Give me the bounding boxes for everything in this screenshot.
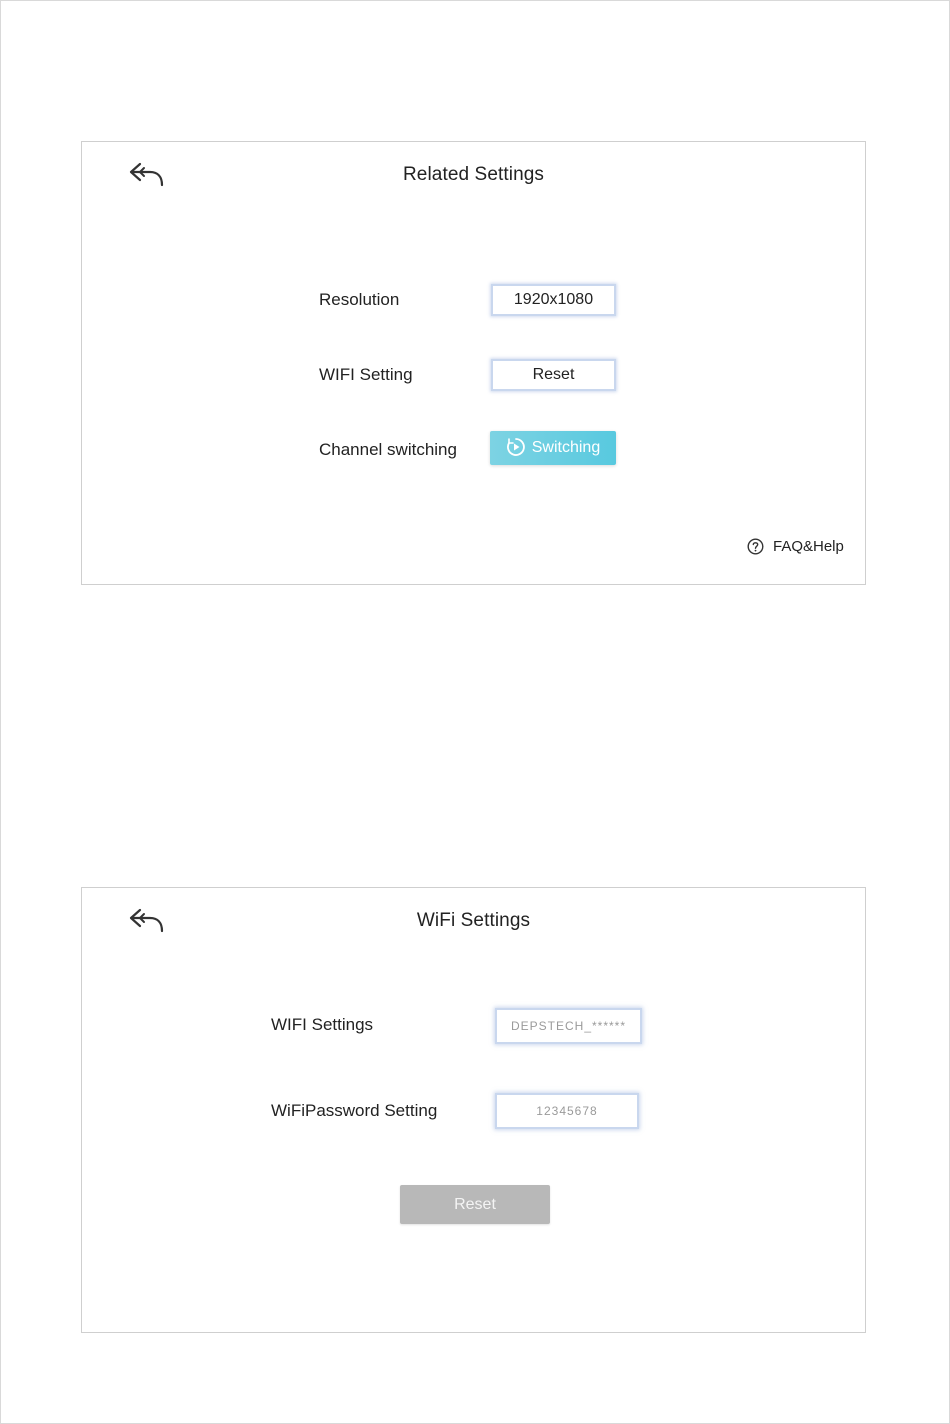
related-settings-screen bbox=[81, 141, 866, 585]
wifi-setting-label: WIFI Setting bbox=[319, 365, 413, 384]
wifi-reset-button[interactable]: Reset bbox=[400, 1185, 550, 1224]
faq-help-link[interactable] bbox=[747, 538, 844, 555]
page-title: Related Settings bbox=[402, 164, 545, 185]
wifi-ssid-label: WIFI Settings bbox=[271, 1015, 374, 1034]
channel-switching-label: Channel switching bbox=[319, 440, 457, 459]
play-circle-icon bbox=[506, 437, 526, 457]
wifi-reset-button[interactable]: Reset bbox=[491, 359, 616, 391]
wifi-password-label: WiFiPassword Setting bbox=[271, 1101, 438, 1120]
resolution-button[interactable]: 1920x1080 bbox=[491, 284, 616, 316]
resolution-label: Resolution bbox=[319, 290, 400, 309]
question-circle-icon bbox=[747, 538, 764, 555]
page-title: WiFi Settings bbox=[416, 910, 531, 931]
channel-switching-button[interactable] bbox=[490, 431, 616, 465]
channel-switching-button-label: Switching bbox=[531, 439, 601, 456]
wifi-password-input[interactable] bbox=[495, 1093, 639, 1129]
wifi-ssid-input[interactable] bbox=[495, 1008, 642, 1044]
faq-help-label: FAQ&Help bbox=[773, 538, 844, 555]
wifi-settings-screen bbox=[81, 887, 866, 1333]
